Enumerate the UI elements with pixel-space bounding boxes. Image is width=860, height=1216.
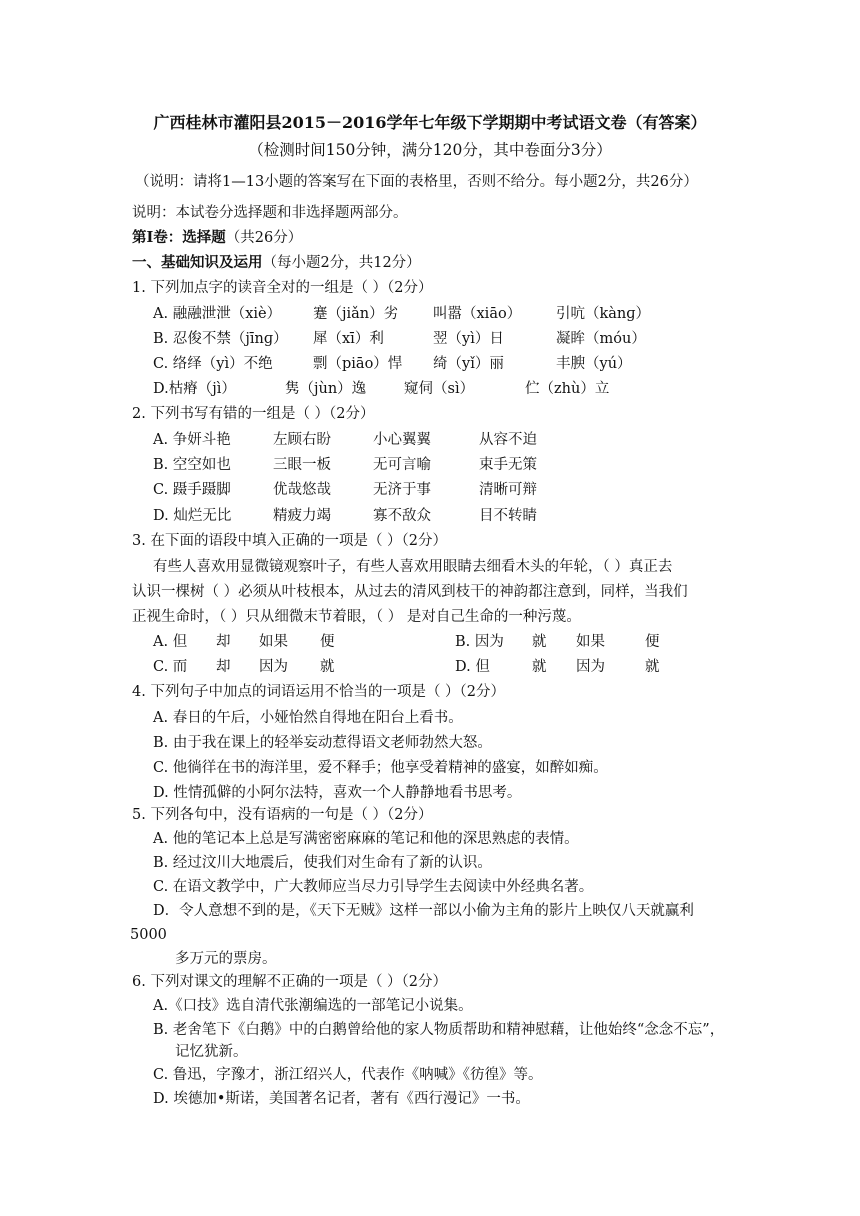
q1-cell: D.枯瘠（jì）	[153, 381, 236, 397]
q1-cell: 隽（jùn）逸	[285, 381, 367, 397]
q2-cell: D. 灿烂无比	[153, 508, 232, 524]
q3-cell: C. 而	[153, 659, 188, 675]
q3-cell: 因为	[259, 659, 288, 675]
section1-title: 一、基础知识及运用	[132, 254, 263, 271]
q3-cell: 就	[645, 659, 660, 675]
q6-option: B. 老舍笔下《白鹅》中的白鹅曾给他的家人物质帮助和精神慰藉，让他始终“念念不忘”，	[153, 1022, 725, 1038]
q4-option: D. 性情孤僻的小阿尔法特，喜欢一个人静静地看书思考。	[153, 785, 522, 801]
q4-stem: 4. 下列句子中加点的词语运用不恰当的一项是（ ）（2分）	[132, 684, 506, 700]
q2-cell: B. 空空如也	[153, 457, 231, 473]
q2-cell: 束手无策	[479, 457, 537, 473]
q6-option-continuation: 记忆犹新。	[175, 1044, 248, 1060]
exam-subtitle: （检测时间150分钟，满分120分，其中卷面分3分）	[248, 141, 612, 159]
q3-passage-line: 有些人喜欢用显微镜观察叶子，有些人喜欢用眼睛去细看木头的年轮，（ ）真正去	[153, 559, 673, 575]
q1-cell: 凝眸（móu）	[556, 331, 646, 347]
q1-cell: 剽（piāo）悍	[313, 356, 403, 372]
q5-option: D．令人意想不到的是，《天下无贼》这样一部以小偷为主角的影片上映仅八天就赢利	[153, 903, 694, 919]
q3-cell: B. 因为	[455, 634, 504, 650]
q1-cell: 犀（xī）利	[313, 331, 384, 347]
q1-cell: 翌（yì）日	[433, 331, 504, 347]
q2-cell: 优哉悠哉	[273, 482, 331, 498]
q2-cell: 左顾右盼	[273, 432, 331, 448]
q1-cell: 叫嚣（xiāo）	[433, 306, 522, 322]
exam-title: 广西桂林市灌阳县2015－2016学年七年级下学期期中考试语文卷（有答案）	[153, 113, 707, 132]
q1-cell: B. 忍俊不禁（jīnɡ）	[153, 331, 288, 347]
q3-cell: 如果	[576, 634, 605, 650]
q6-option: C. 鲁迅，字豫才，浙江绍兴人，代表作《呐喊》《彷徨》等。	[153, 1067, 543, 1083]
q2-cell: 三眼一板	[273, 457, 331, 473]
q1-cell: 绮（yǐ）丽	[433, 356, 504, 372]
q5-option-wrap-rest: 多万元的票房。	[175, 951, 277, 967]
q2-cell: 从容不迫	[479, 432, 537, 448]
q5-stem: 5. 下列各句中，没有语病的一句是（ ）（2分）	[132, 807, 433, 823]
q2-cell: 精疲力竭	[273, 508, 331, 524]
q3-passage-line: 正视生命时，（ ）只从细微末节着眼，（ ） 是对自己生命的一种污蔑。	[132, 609, 581, 625]
q4-option: C. 他徜徉在书的海洋里，爱不释手；他享受着精神的盛宴，如醉如痴。	[153, 760, 608, 776]
q3-passage-line: 认识一棵树（ ）必须从叶枝根本，从过去的清风到枝干的神韵都注意到，同样，当我们	[132, 584, 688, 600]
q1-cell: 引吭（kànɡ）	[556, 306, 651, 322]
q6-stem: 6. 下列对课文的理解不正确的一项是（ ）（2分）	[132, 974, 448, 990]
q1-stem: 1. 下列加点字的读音全对的一组是（ ）（2分）	[132, 280, 433, 296]
q5-option: C. 在语文教学中，广大教师应当尽力引导学生去阅读中外经典名著。	[153, 879, 594, 895]
q3-cell: 却	[216, 634, 231, 650]
q2-cell: 无可言喻	[373, 457, 431, 473]
q3-cell: D. 但	[455, 659, 490, 675]
q6-option: A.《口技》选自清代张潮编选的一部笔记小说集。	[153, 998, 473, 1014]
q1-cell: 蹇（jiǎn）劣	[313, 306, 399, 322]
q2-cell: 无济于事	[373, 482, 431, 498]
q2-cell: C. 蹑手蹑脚	[153, 482, 231, 498]
q5-option: B. 经过汶川大地震后，使我们对生命有了新的认识。	[153, 855, 492, 871]
q3-cell: 却	[216, 659, 231, 675]
q3-cell: 因为	[576, 659, 605, 675]
q3-cell: 就	[320, 659, 335, 675]
q3-cell: 便	[320, 634, 335, 650]
q2-cell: A. 争妍斗艳	[153, 432, 231, 448]
q5-option-wrap-number: 5000	[130, 927, 167, 943]
q1-cell: C. 络绎（yì）不绝	[153, 356, 273, 372]
q4-option: B. 由于我在课上的轻举妄动惹得语文老师勃然大怒。	[153, 735, 492, 751]
q1-cell: A. 融融泄泄（xiè）	[153, 306, 282, 322]
part1-title: 第Ⅰ卷：选择题	[132, 229, 226, 246]
section1-score: （每小题2分，共12分）	[262, 255, 421, 271]
section1-heading	[132, 253, 421, 273]
q4-option: A. 春日的午后，小娅怡然自得地在阳台上看书。	[153, 710, 463, 726]
q3-cell: 就	[532, 659, 547, 675]
part1-heading	[132, 228, 302, 248]
q3-cell: A. 但	[153, 634, 188, 650]
q3-cell: 如果	[259, 634, 288, 650]
q1-cell: 伫（zhù）立	[525, 381, 610, 397]
q2-cell: 清晰可辩	[479, 482, 537, 498]
q2-cell: 小心翼翼	[373, 432, 431, 448]
q1-cell: 窥伺（sì）	[404, 381, 475, 397]
q2-stem: 2. 下列书写有错的一组是（ ）（2分）	[132, 406, 375, 422]
q6-option: D. 埃德加•斯诺，美国著名记者，著有《西行漫记》一书。	[153, 1091, 530, 1107]
q5-option: A. 他的笔记本上总是写满密密麻麻的笔记和他的深思熟虑的表情。	[153, 831, 579, 847]
q2-cell: 寡不敌众	[373, 508, 431, 524]
answer-sheet-note: （说明：请将1—13小题的答案写在下面的表格里，否则不给分。每小题2分，共26分）	[135, 174, 698, 190]
q3-stem: 3. 在下面的语段中填入正确的一项是（ ）（2分）	[132, 533, 448, 549]
q3-cell: 就	[532, 634, 547, 650]
q2-cell: 目不转睛	[479, 508, 537, 524]
q1-cell: 丰腴（yú）	[556, 356, 632, 372]
part1-score: （共26分）	[225, 230, 303, 246]
exam-structure-note: 说明：本试卷分选择题和非选择题两部分。	[132, 205, 408, 221]
q3-cell: 便	[645, 634, 660, 650]
